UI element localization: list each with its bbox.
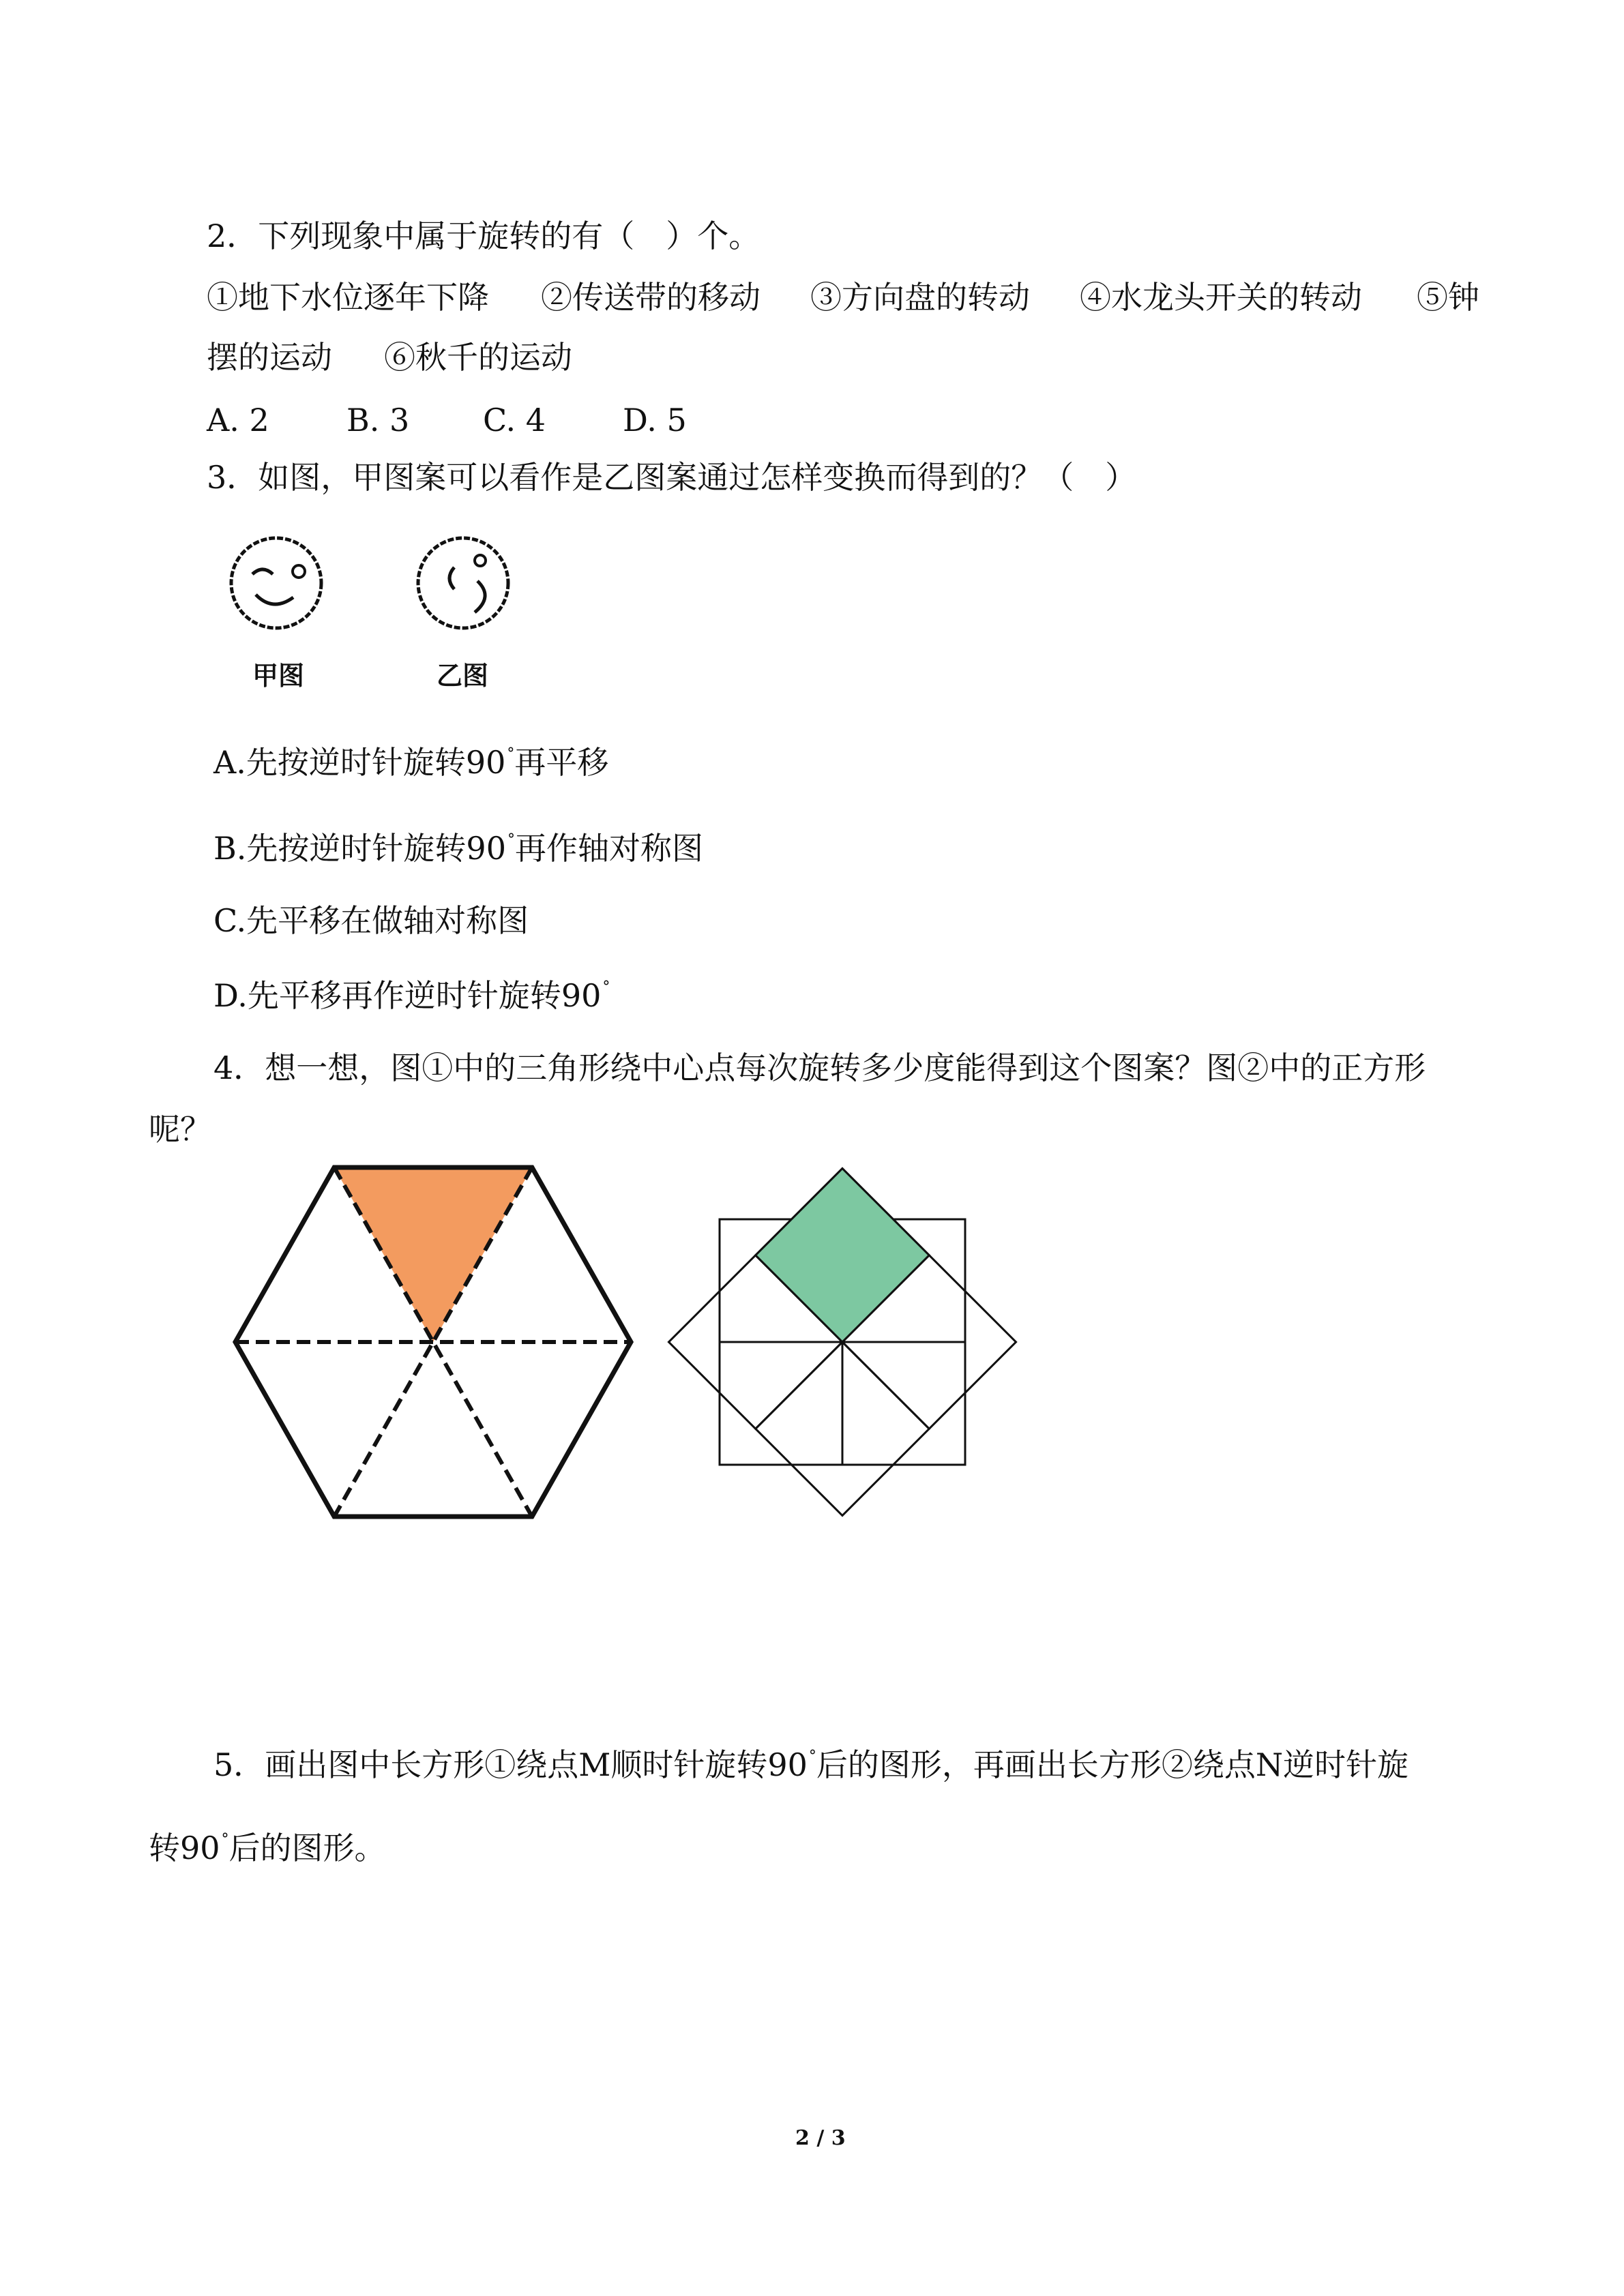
degree-sign: ° (602, 979, 610, 996)
q5-stem-line2-b: 后的图形。 (228, 1830, 386, 1866)
q2-item-4: ④水龙头开关的转动 (1080, 279, 1362, 316)
q3-option-c: C.先平移在做轴对称图 (213, 902, 529, 939)
q2-option-b: B. 3 (346, 402, 410, 438)
q2-item-3: ③方向盘的转动 (810, 279, 1030, 316)
q3-option-a (213, 735, 608, 781)
q5-stem-line1-a: 5．画出图中长方形①绕点M顺时针旋转90 (213, 1746, 808, 1783)
q2-stem: 2．下列现象中属于旋转的有（ ）个。 (207, 218, 761, 254)
q3-option-b-text: B.先按逆时针旋转90 (213, 830, 506, 867)
q5-stem-line2 (149, 1821, 386, 1867)
figure-jia-smiley (225, 532, 327, 634)
q2-item-2: ②传送带的移动 (541, 279, 761, 316)
q2-option-a: A. 2 (207, 402, 269, 438)
figure-2-rotated-squares (655, 1159, 1037, 1541)
q3-option-a-text: A.先按逆时针旋转90 (213, 744, 506, 781)
highlighted-square (756, 1168, 930, 1342)
figure-1-hexagon (218, 1159, 641, 1527)
q3-option-b (213, 821, 703, 867)
q3-option-d (213, 968, 610, 1015)
q2-option-c: C. 4 (483, 402, 546, 438)
q5-stem-line2-a: 转90 (149, 1830, 220, 1866)
figure-yi-smiley (412, 532, 514, 634)
q3-option-d-text: D.先平移再作逆时针旋转90 (213, 977, 602, 1014)
q5-stem-line1-b: 后的图形，再画出长方形②绕点N逆时针旋 (816, 1746, 1409, 1783)
q3-option-a-tail: 再平移 (514, 744, 609, 781)
q2-item-1: ①地下水位逐年下降 (207, 279, 489, 316)
degree-sign: ° (507, 831, 515, 848)
degree-sign: ° (221, 1831, 229, 1848)
q2-item-5: ⑤钟 (1417, 279, 1479, 316)
q2-item-5-cont: 摆的运动 (207, 339, 332, 376)
q4-stem-line1: 4．想一想，图①中的三角形绕中心点每次旋转多少度能得到这个图案？图②中的正方形 (213, 1049, 1426, 1086)
figure-jia-label: 甲图 (252, 661, 305, 691)
q3-stem: 3．如图，甲图案可以看作是乙图案通过怎样变换而得到的？（ ） (207, 459, 1137, 496)
page-number: 2 / 3 (795, 2126, 846, 2150)
q4-stem-line2: 呢？ (149, 1111, 211, 1148)
degree-sign: ° (507, 745, 515, 762)
q2-item-6: ⑥秋千的运动 (384, 339, 572, 376)
degree-sign: ° (808, 1748, 816, 1765)
figure-yi-label: 乙图 (437, 661, 489, 691)
hexagon-shaded-triangle (334, 1167, 532, 1342)
q3-option-b-tail: 再作轴对称图 (514, 830, 703, 867)
q2-option-d: D. 5 (623, 402, 687, 438)
q5-stem-line1 (213, 1738, 1408, 1784)
